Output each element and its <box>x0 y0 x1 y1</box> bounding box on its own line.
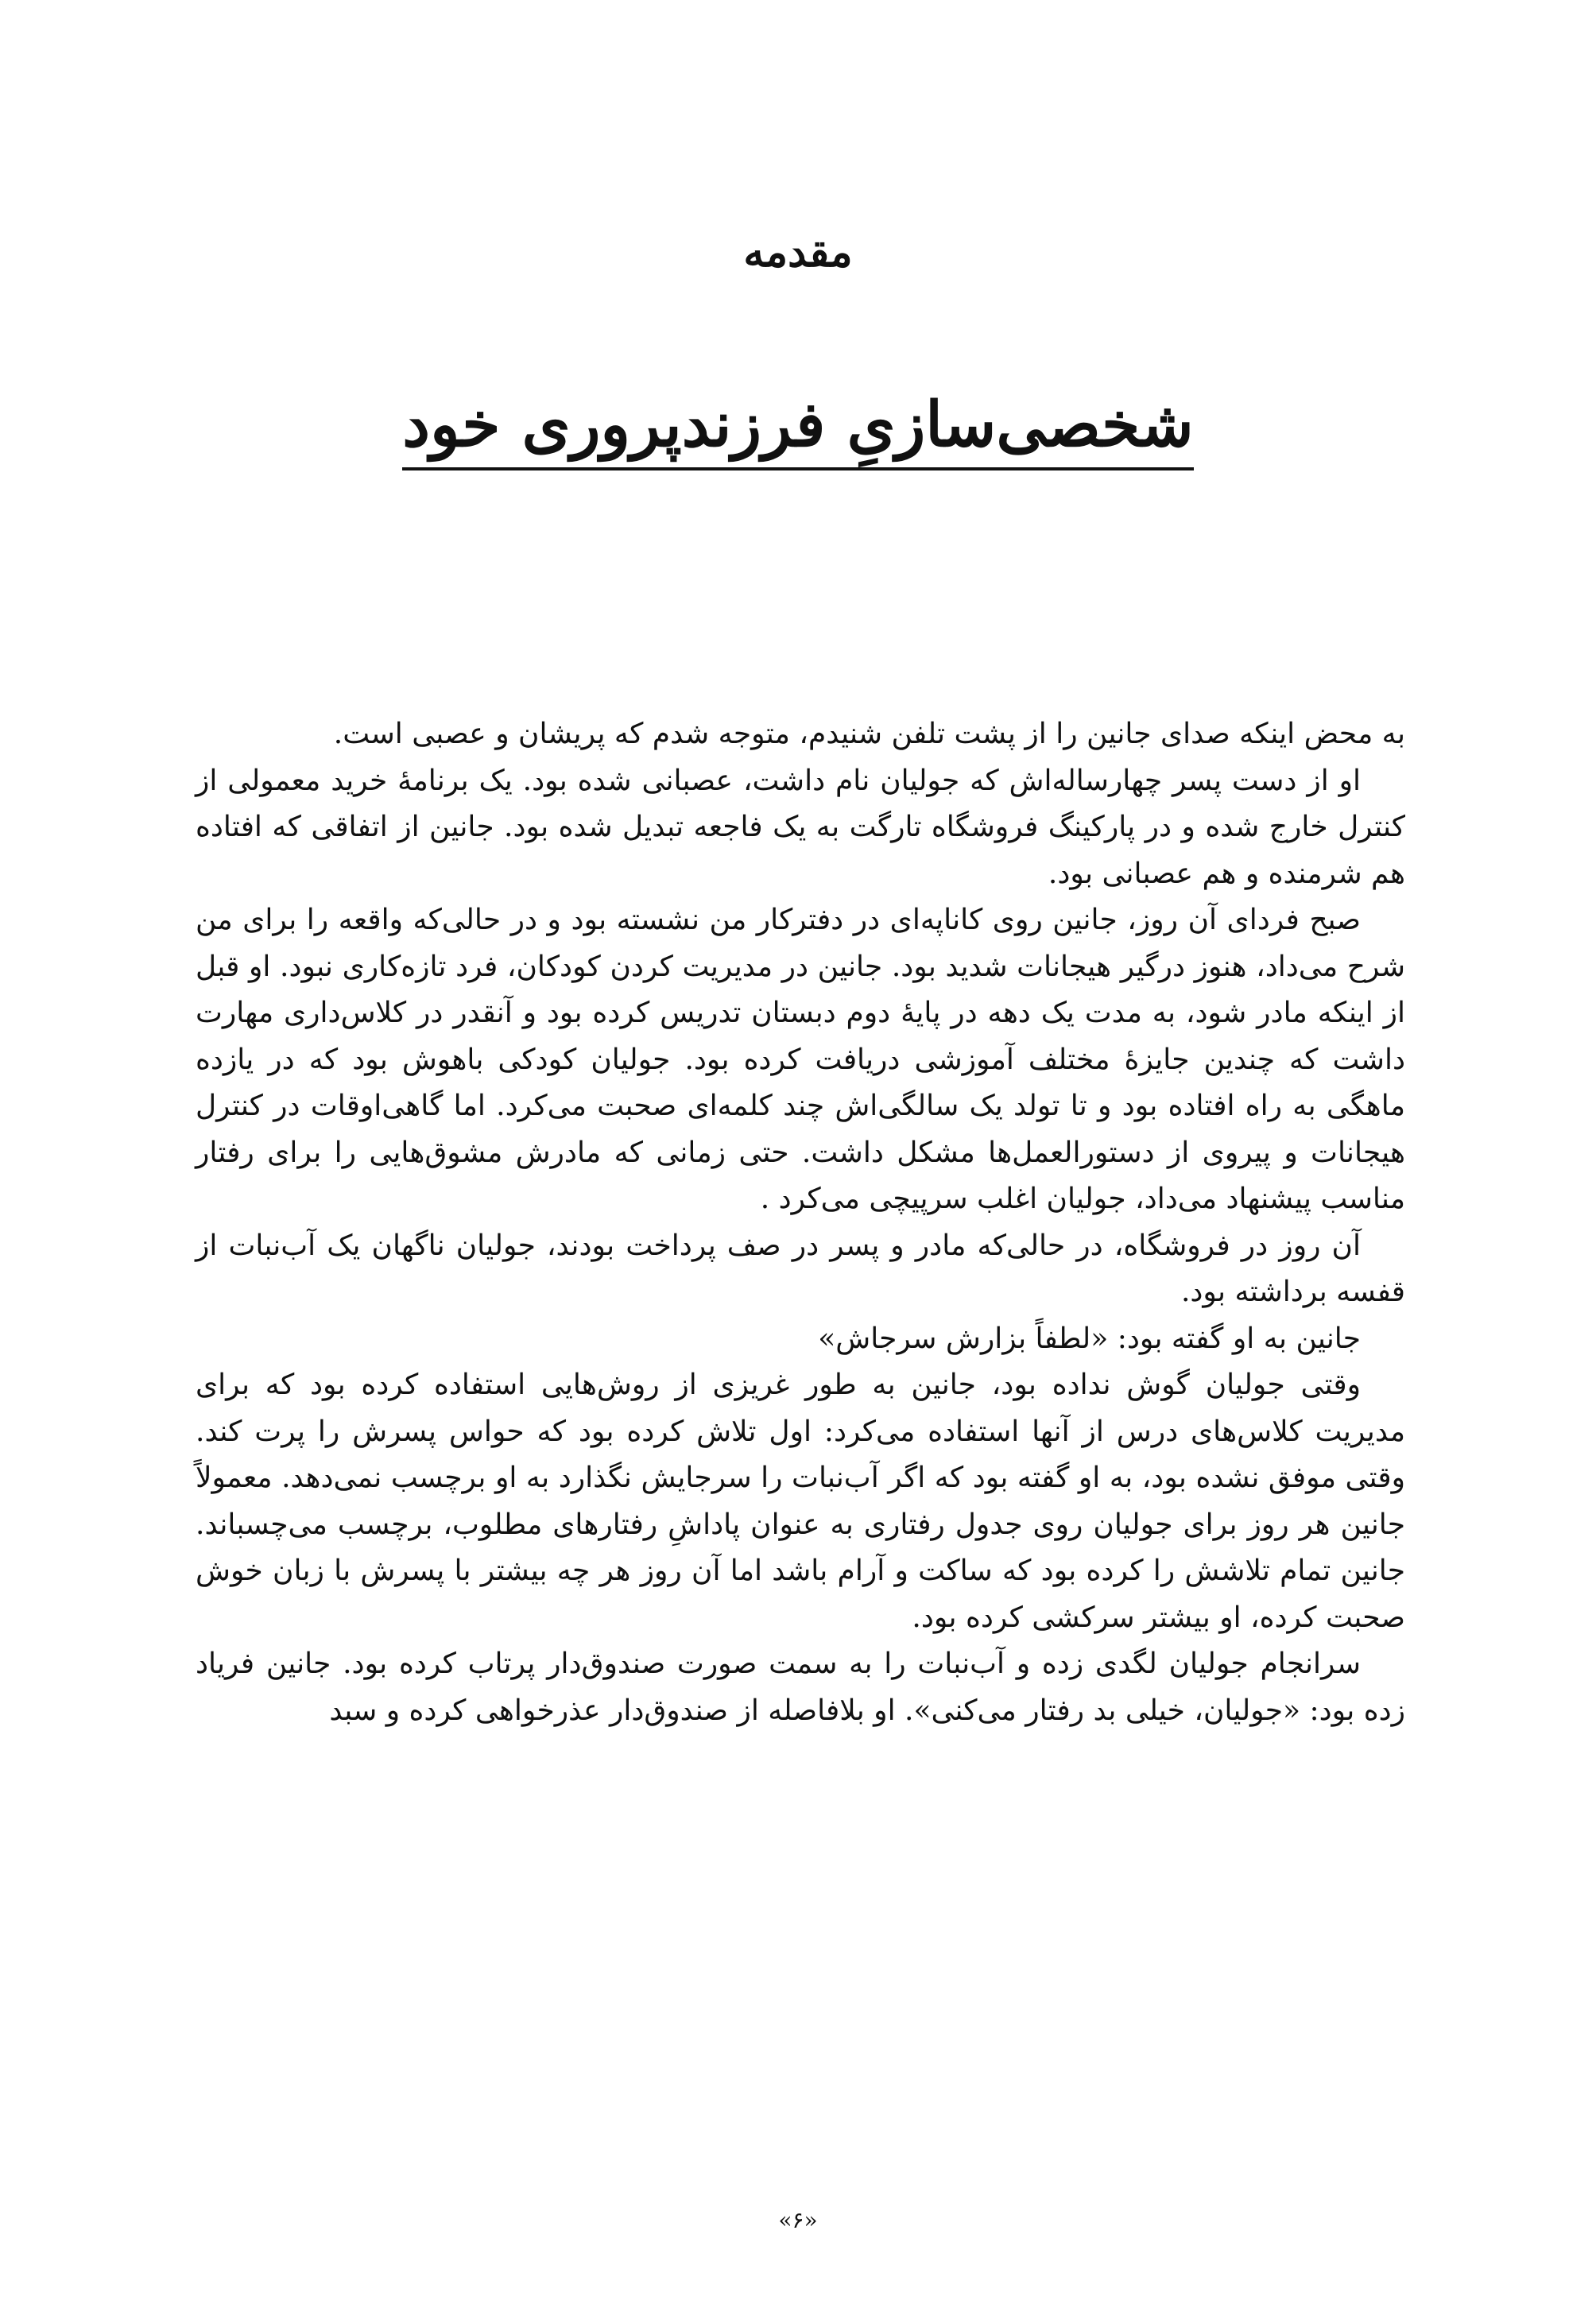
chapter-label: مقدمه <box>743 228 853 277</box>
page-number: «۶» <box>778 2207 818 2233</box>
body-text <box>196 711 1405 1734</box>
paragraph: سرانجام جولیان لگدی زده و آب‌نبات را به سمت صورت صندوق‌دار پرتاب کرده بود. جانین فریاد زده بود: «جولیان، خیلی بد رفتار می‌کنی». او بلافاصله از صندوق‌دار عذرخواهی کرده و سبد <box>196 1648 1405 1727</box>
paragraph: جانین به او گفته بود: «لطفاً بزارش سرجاش» <box>818 1322 1361 1355</box>
paragraph: وقتی جولیان گوش نداده بود، جانین به طور غریزی از روش‌هایی استفاده کرده بود که برای مدیریت کلاس‌های درس از آنها استفاده می‌کرد: اول تلاش کرده بود که حواس پسرش را پرت کند. وقتی موفق نشده بود، به او گفته بود که اگر آب‌نبات را سرجایش نگذارد به او برچسب نمی‌دهد. معمولاً جانین هر روز برای جولیان روی جدول رفتاری به عنوان پاداشِ رفتارهای مطلوب، برچسب می‌چسباند. جانین تمام تلاشش را کرده بود که ساکت و آرام باشد اما آن روز هر چه بیشتر با پسرش با زبان خوش صحبت کرده، او بیشتر سرکشی کرده بود. <box>196 1369 1405 1634</box>
chapter-title <box>0 391 1596 470</box>
paragraph: صبح فردای آن روز، جانین روی کاناپه‌ای در دفترکار من نشسته بود و در حالی‌که واقعه را برای من شرح می‌داد، هنوز درگیر هیجانات شدید بود. جانین در مدیریت کردن کودکان، فرد تازه‌کاری نبود. او قبل از اینکه مادر شود، به مدت یک دهه در پایۀ دوم دبستان تدریس کرده بود و آنقدر در کلاس‌داری مهارت داشت که چندین جایزۀ مختلف آموزشی دریافت کرده بود. جولیان کودکی باهوش بود که در یازده ماهگی به راه افتاده بود و تا تولد یک سالگی‌اش چند کلمه‌ای صحبت می‌کرد. اما گاهی‌اوقات در کنترل هیجانات و پیروی از دستورالعمل‌ها مشکل داشت. حتی زمانی که مادرش مشوق‌هایی را برای رفتار مناسب پیشنهاد می‌داد، جولیان اغلب سرپیچی می‌کرد . <box>196 904 1405 1215</box>
paragraph: او از دست پسر چهارساله‌اش که جولیان نام داشت، عصبانی شده بود. یک برنامۀ خرید معمولی از کنترل خارج شده و در پارکینگ فروشگاه تارگت به یک فاجعه تبدیل شده بود. جانین از اتفاقی که افتاده هم شرمنده و هم عصبانی بود. <box>196 764 1405 890</box>
chapter-title-text: شخصی‌سازیِ فرزندپروری خود <box>402 391 1194 470</box>
paragraph: به محض اینکه صدای جانین را از پشت تلفن شنیدم، متوجه شدم که پریشان و عصبی است. <box>333 718 1405 750</box>
paragraph: آن روز در فروشگاه، در حالی‌که مادر و پسر در صف پرداخت بودند، جولیان ناگهان یک آب‌نبات از قفسه برداشته بود. <box>196 1229 1405 1308</box>
